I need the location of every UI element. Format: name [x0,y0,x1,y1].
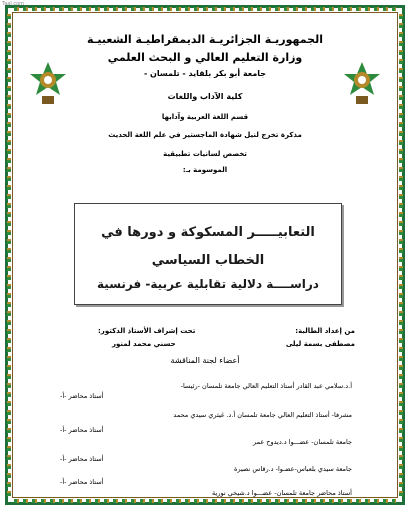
ministry-name: وزارة التعليم العالي و البحث العلمي [107,51,303,64]
thesis-title-box [74,203,342,305]
supervisor-label: تحت إشراف الأستاذ الدكتور: [98,327,196,335]
committee-row: أ.د.سلامي عبد القادر أستاذ التعليم العالي جامعة تلمسان -رئيسا- [180,382,352,390]
committee-row-rank: أستاذ محاضر -أ- [60,455,104,463]
committee-row: جامعة تلمسان- عضـــوا د.ديدوح عمر [252,438,352,446]
committee-row-rank: أستاذ محاضر -أ- [60,392,104,400]
thesis-title-line-1: التعابيـــــر المسكوكة و دورها في [101,225,315,240]
committee-row: مشرفا- أستاذ التعليم العالي جامعة تلمسان أ.د. غيثري سيدي محمد [173,411,352,419]
department-name: قسم اللغة العربية وآدابها [161,113,249,121]
committee-title: أعضاء لجنة المناقشة [170,356,240,365]
supervisor-name: حسني محمد لمنور [112,340,176,348]
thesis-subtitle: دراســــة دلالية تقابلية عربية- فرنسية [97,277,319,291]
committee-row: أستاذ محاضر جامعة تلمسان- عضـــوا د.شيخي نورية [212,489,352,497]
committee-row: جامعة سيدي بلعباس-عضـوا- د.رقاس نصيرة [233,465,352,473]
specialization: تخصص لسانيات تطبيقية [163,150,247,158]
thesis-purpose: مذكرة تخرج لنيل شهادة الماجستير في علم اللغة الحديث [108,131,302,139]
university-name: جامعة أبو بكر بلقايد - تلمسان - [143,69,267,78]
student-name: مصطفى بسمة ليلى [285,340,355,348]
faculty-name: كلية الآداب واللغات [167,92,243,101]
committee-row-rank: أستاذ محاضر -أ- [60,426,104,434]
border-vine-top [14,7,396,11]
committee-row-rank: أستاذ محاضر -أ- [60,478,104,486]
border-vine-left [7,14,11,496]
country-name: الجمهوريـة الجزائريـة الديمقراطيـة الشعبيـة [86,33,323,46]
student-label: من إعداد الطالبة: [295,327,355,335]
border-vine-bottom [14,499,396,503]
titled-label: الموسومة بـ: [182,166,228,174]
border-vine-right [399,14,403,496]
thesis-title-line-2: الخطاب السياسي [151,253,265,268]
corner-tag: Taal.com [2,1,25,7]
